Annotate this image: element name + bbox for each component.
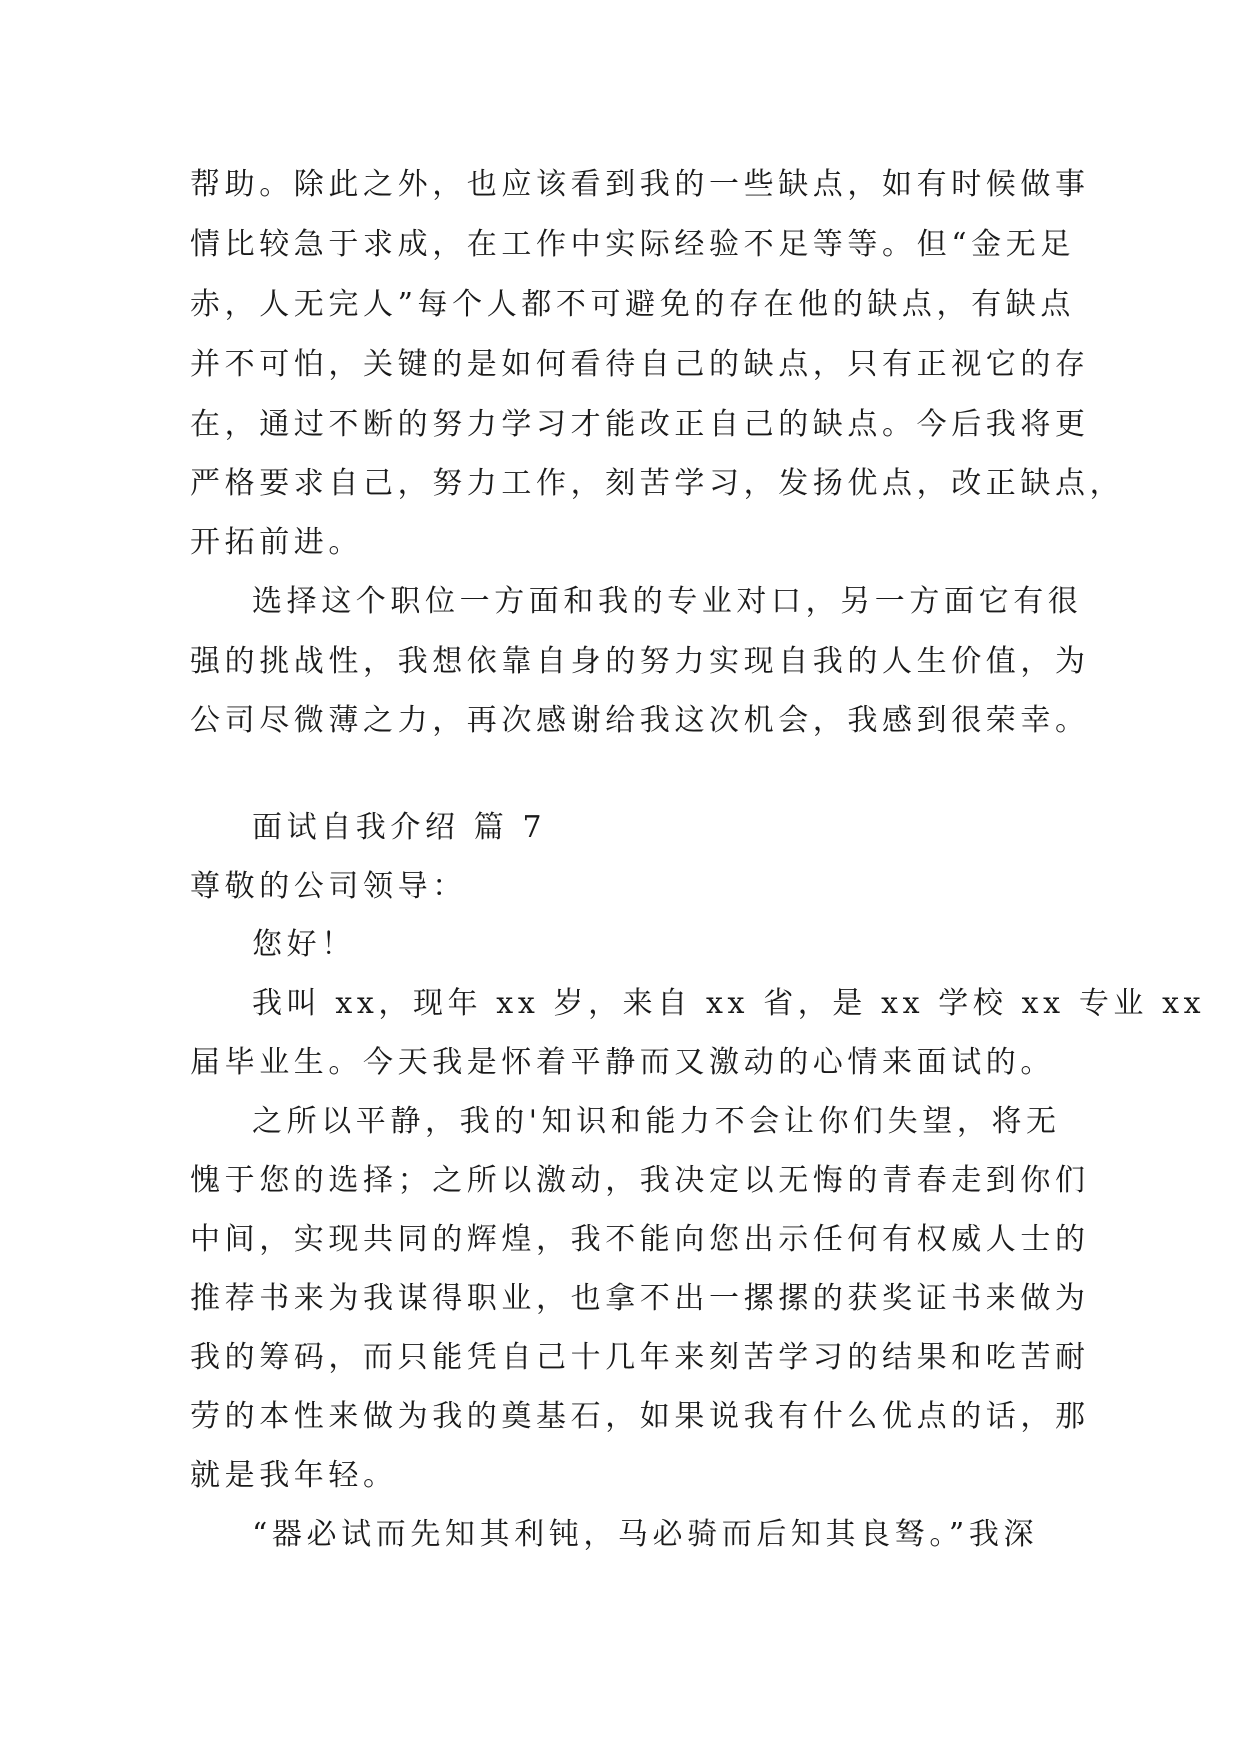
- paragraph-line: 中间，实现共同的辉煌，我不能向您出示任何有权威人士的: [190, 1222, 1090, 1257]
- paragraph-line: 我的筹码，而只能凭自己十几年来刻苦学习的结果和吃苦耐: [190, 1340, 1090, 1375]
- paragraph-line: 并不可怕，关键的是如何看待自己的缺点，只有正视它的存: [190, 347, 1090, 382]
- paragraph-line: 公司尽微薄之力，再次感谢给我这次机会，我感到很荣幸。: [190, 703, 1090, 738]
- paragraph-line: 届毕业生。今天我是怀着平静而又激动的心情来面试的。: [190, 1045, 1055, 1080]
- section-heading: 面试自我介绍 篇 7: [252, 810, 547, 845]
- paragraph-line: 开拓前进。: [190, 525, 363, 560]
- paragraph-line: 选择这个职位一方面和我的专业对口，另一方面它有很: [252, 584, 1083, 619]
- paragraph-line: 劳的本性来做为我的奠基石，如果说我有什么优点的话，那: [190, 1399, 1090, 1434]
- paragraph-line: 情比较急于求成，在工作中实际经验不足等等。但“金无足: [190, 227, 1075, 262]
- paragraph-line: “器必试而先知其利钝，马必骑而后知其良驽。”我深: [252, 1517, 1039, 1552]
- paragraph-line: 就是我年轻。: [190, 1458, 398, 1493]
- paragraph-line: 之所以平静，我的'知识和能力不会让你们失望，将无: [252, 1104, 1061, 1139]
- greeting: 您好！: [252, 927, 356, 962]
- paragraph-line: 在，通过不断的努力学习才能改正自己的缺点。今后我将更: [190, 407, 1090, 442]
- paragraph-line: 我叫 xx，现年 xx 岁，来自 xx 省，是 xx 学校 xx 专业 xx: [252, 986, 1206, 1021]
- paragraph-line: 严格要求自己，努力工作，刻苦学习，发扬优点，改正缺点，: [190, 466, 1125, 501]
- paragraph-line: 强的挑战性，我想依靠自身的努力实现自我的人生价值，为: [190, 644, 1090, 679]
- paragraph-line: 赤，人无完人”每个人都不可避免的存在他的缺点，有缺点: [190, 287, 1075, 322]
- paragraph-line: 帮助。除此之外，也应该看到我的一些缺点，如有时候做事: [190, 167, 1090, 202]
- salutation: 尊敬的公司领导：: [190, 869, 467, 904]
- paragraph-line: 推荐书来为我谋得职业，也拿不出一摞摞的获奖证书来做为: [190, 1281, 1090, 1316]
- paragraph-line: 愧于您的选择；之所以激动，我决定以无悔的青春走到你们: [190, 1163, 1090, 1198]
